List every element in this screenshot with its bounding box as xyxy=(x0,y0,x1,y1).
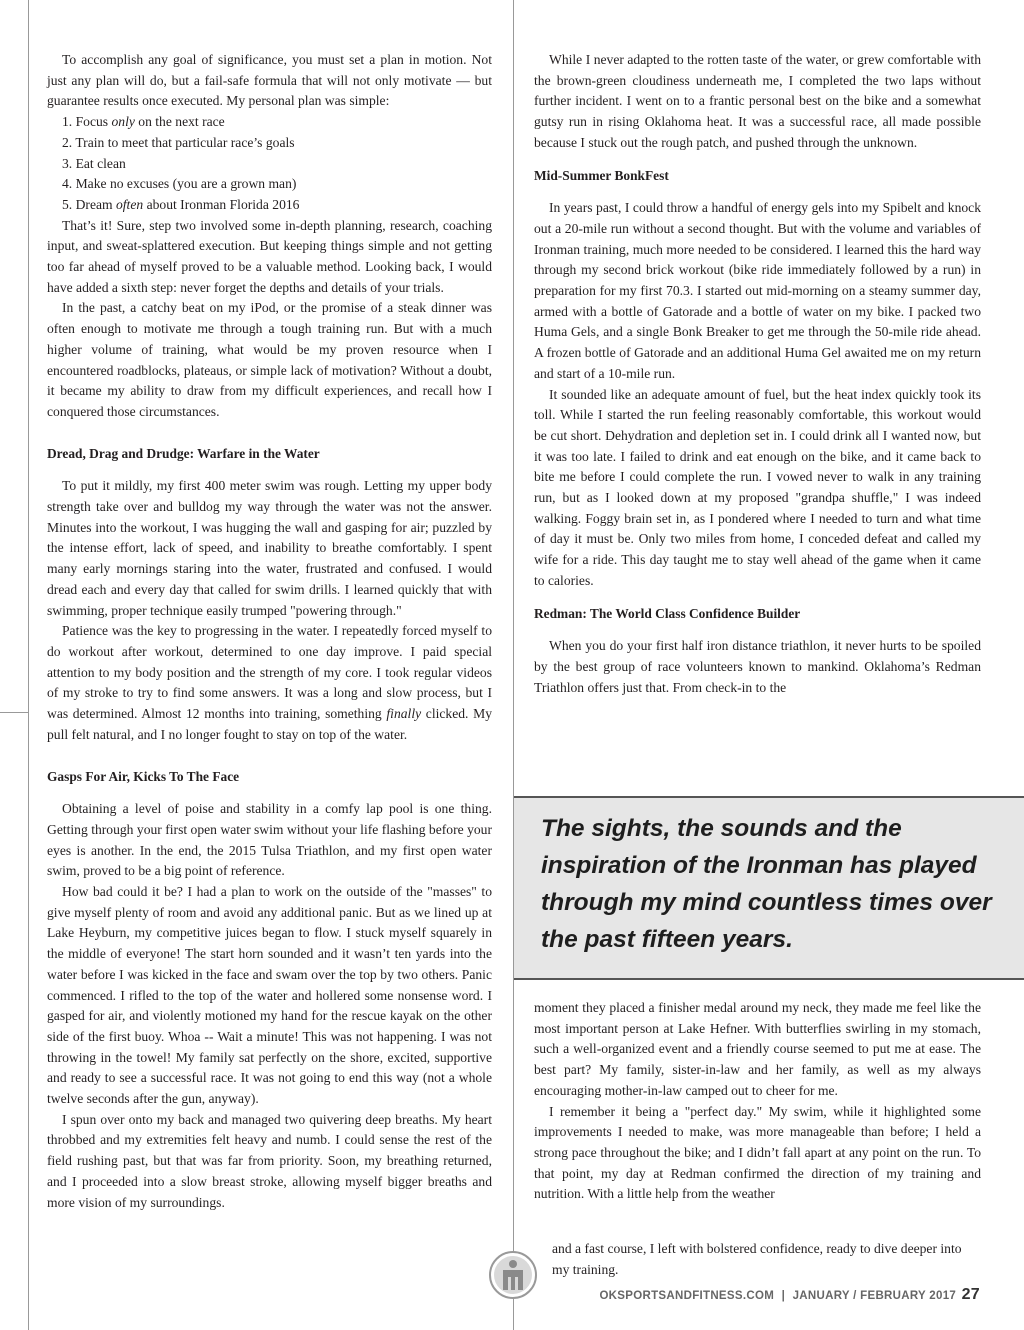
paragraph-how-bad: How bad could it be? I had a plan to work on the outside of the "masses" to give myself plenty of room and avoid any additional panic. But as we lined up at Lake Heyburn, my competitive juices began to flow. I stuck myself squarely in the middle of everyone! The start horn sounded and it wasn’t ten yards into the water before I was kicked in the face and swam over the top by two others. Panic commenced. I rifled to the top of the water and hollered some nonsense word. I gasped for air, and violently motioned my hand for the rescue kayak on the other side of the first buoy. Whoa -- Wait a minute! This was not happening. I was not throwing in the towel! My family sat perfectly on the shore, excited, supportive and ready to see a successful race. It was not going to end this way (not a whole twelve seconds after the gun, anyway). xyxy=(47,884,492,1107)
plan-item: 2. Train to meet that particular race’s goals xyxy=(62,134,295,150)
paragraph-spun: I spun over onto my back and managed two quivering deep breaths. My heart throbbed and my extremities felt heavy and numb. I could sense the rest of the field rushing past, but that was far from priority. Soon, my breathing returned, and I proceeded into a slow breast stroke, allowing myself bigger breaths and more vision of my surroundings. xyxy=(47,1111,492,1210)
paragraph-perfect-day: I remember it being a "perfect day." My swim, while it highlighted some improvements I needed to make, was more manageable than before; I held a strong pace throughout the bike; and I didn’t fall apart at any point on the run. To that point, my day at Redman confirmed the direction of my training and nutrition. With a little help from the weather xyxy=(534,1103,981,1202)
paragraph-swim: To put it mildly, my first 400 meter swim was rough. Letting my upper body strength take over and bulldog my way through the water was not the answer. Minutes into the workout, I was hugging the wall and gasping for air; puzzled by the intense effort, lack of speed, and inability to breathe comfortably. I spent many early mornings staring into the water, frustrated and confused. I would dread each and every day that called for swim drills. I learned quickly that with swimming, proper technique easily trumped "powering through." xyxy=(47,478,492,618)
paragraph-water: While I never adapted to the rotten taste of the water, or grew comfortable with the brown-green cloudiness underneath me, I completed the two laps without further incident. I went on to a frantic personal best on the bike and a somewhat gutsy run in rising Oklahoma heat. It was a successful race, all made possible because I stuck out the rough patch, and pushed through the unknown. xyxy=(534,52,981,150)
paragraph-redman: When you do your first half iron distance triathlon, it never hurts to be spoiled by the best group of race volunteers known to mankind. Oklahoma’s Redman Triathlon offers just that. From check-in to the xyxy=(534,638,981,695)
paragraph-poise: Obtaining a level of poise and stability in a comfy lap pool is one thing. Getting through your first open water swim without your life flashing before your eyes is another. In the end, the 2015 Tulsa Triathlon, and my first open water swim, proved to be a big point of reference. xyxy=(47,801,492,879)
paragraph-redman-continued: moment they placed a finisher medal around my neck, they made me feel like the most important person at Lake Hefner. With butterflies swirling in my stomach, such a well-organized event and a friendly course seemed to put me at ease. The best part? My family, sister-in-law and her family, as well as my always encouraging mother-in-law camped out to cheer for me. xyxy=(534,1000,981,1098)
right-column-lower xyxy=(534,998,981,1205)
paragraph-years-past: In years past, I could throw a handful of energy gels into my Spibelt and knock out a 20-mile run without a second thought. But with the volume and variables of Ironman training, much more needed to be considered. I learned this the hard way through my second brick workout (bike ride immediately followed by a run) in preparation for my first 70.3. I started out mid-morning on a steamy summer day, armed with a bottle of Gatorade and a bottle of water on my bike. I packed two Huma Gels, and a single Bonk Breaker to get me through the 50-mile ride ahead. A frozen bottle of Gatorade and an additional Huma Gel awaited me on my return and start of a 10-mile run. xyxy=(534,200,981,381)
intro-paragraph: To accomplish any goal of significance, you must set a plan in motion. Not just any plan will do, but a fail-safe formula that will not only motivate — but guarantee results once executed. My personal plan was simple: xyxy=(47,52,492,109)
paragraph-thats-it: That’s it! Sure, step two involved some in-depth planning, research, coaching input, and sweat-splattered execution. But keeping things simple and not getting too far ahead of myself proved to be a valuable method. Looking back, I would have added a sixth step: never forget the depths and details of your trials. xyxy=(47,217,492,295)
plan-list xyxy=(47,112,492,216)
end-mark-logo-icon xyxy=(488,1250,538,1300)
right-column-ending xyxy=(552,1239,982,1280)
footer-issue: JANUARY / FEBRUARY 2017 xyxy=(792,1290,957,1302)
plan-item: 3. Eat clean xyxy=(62,155,126,171)
pull-quote-text: The sights, the sounds and the inspiration of the Ironman has played through my mind countless times over the past fifteen years. xyxy=(541,815,992,953)
section-heading-bonk: Mid-Summer BonkFest xyxy=(534,167,669,183)
left-margin-rule xyxy=(28,0,29,1330)
plan-item: 1. Focus only on the next race xyxy=(62,114,225,130)
pull-quote-box xyxy=(514,796,1024,980)
plan-item: 4. Make no excuses (you are a grown man) xyxy=(62,176,297,192)
section-heading-dread: Dread, Drag and Drudge: Warfare in the Water xyxy=(47,445,320,461)
right-column-upper xyxy=(534,50,981,698)
footer-separator: | xyxy=(781,1290,786,1302)
left-column xyxy=(47,50,492,1213)
left-edge-tick xyxy=(0,712,28,713)
paragraph-past: In the past, a catchy beat on my iPod, or the promise of a steak dinner was often enough to motivate me through a tough training run. But with a much higher volume of training, what would be my proven resource when I encountered roadblocks, plateaus, or simple lack of motivation? Without a doubt, it became my ability to draw from my difficult experiences, and recall how I conquered those circumstances. xyxy=(47,300,492,419)
plan-item: 5. Dream often about Ironman Florida 2016 xyxy=(62,196,300,212)
paragraph-fuel: It sounded like an adequate amount of fuel, but the heat index quickly took its toll. While I started the run feeling reasonably comfortable, this workout would be cut short. Dehydration and depletion set in. I could drink all I wanted now, but it was too late. I failed to drink and eat enough on the bike, and it came back to bite me before I could complete the run. I vowed never to walk in any training run, but as I looked down at my proposed "grandpa shuffle," I was indeed walking. Foggy brain set in, as I pondered where I needed to turn and what time of day it must be. Only two miles from home, I conceded defeat and called my wife for a ride. This day taught me to stay well ahead of the game when it came to calories. xyxy=(534,386,981,588)
column-divider-rule xyxy=(513,0,514,1330)
section-heading-gasps: Gasps For Air, Kicks To The Face xyxy=(47,768,240,784)
page-footer xyxy=(599,1286,980,1304)
section-heading-redman: Redman: The World Class Confidence Builder xyxy=(534,605,801,621)
footer-site: OKSPORTSANDFITNESS.COM xyxy=(599,1290,775,1302)
page-number: 27 xyxy=(961,1286,980,1303)
paragraph-perfect-day-end: and a fast course, I left with bolstered confidence, ready to dive deeper into my training. xyxy=(552,1241,962,1277)
paragraph-patience: Patience was the key to progressing in the water. I repeatedly forced myself to do workout after workout, determined to one day improve. I paid special attention to my body position and the strength of my core. I took regular videos of my stroke to try to find some answers. It was a long and slow process, but I was determined. Almost 12 months into training, something finally clicked. My pull felt natural, and I no longer fought to stay on top of the water. xyxy=(47,623,493,742)
